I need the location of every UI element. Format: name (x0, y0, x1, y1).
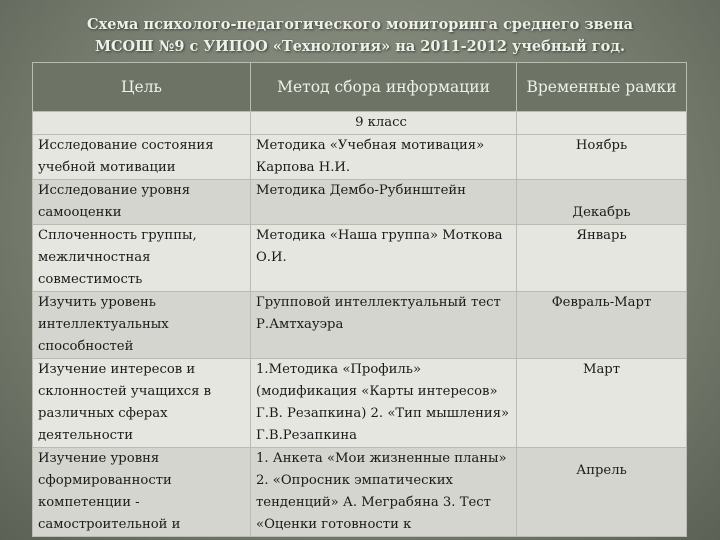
goal-cell: Исследование состояния учебной мотивации (33, 135, 251, 180)
title-line-2: МСОШ №9 с УИПОО «Технология» на 2011-2012 учебный год. (94, 38, 626, 55)
goal-cell: Изучить уровень интеллектуальных способностей (33, 292, 251, 359)
table-row (33, 448, 687, 537)
term-cell: Ноябрь (517, 135, 687, 180)
goal-cell: Изучение уровня сформированности компетенции - самостроительной и (33, 448, 251, 537)
method-cell: Групповой интеллектуальный тест Р.Амтхауэра (251, 292, 517, 359)
goal-cell: Сплоченность группы, межличностная совместимость (33, 225, 251, 292)
method-cell: Методика «Учебная мотивация» Карпова Н.И. (251, 135, 517, 180)
table-row (33, 135, 687, 180)
table-row (33, 292, 687, 359)
table-row (33, 180, 687, 225)
term-cell: Февраль-Март (517, 292, 687, 359)
grade-label: 9 класс (251, 112, 517, 135)
monitoring-table (32, 62, 687, 537)
method-cell: Методика «Наша группа» Моткова О.И. (251, 225, 517, 292)
slide-title (0, 14, 720, 58)
method-cell: Методика Дембо-Рубинштейн (251, 180, 517, 225)
header-method: Метод сбора информации (251, 63, 517, 112)
method-cell: 1.Методика «Профиль» (модификация «Карты интересов» Г.В. Резапкина) 2. «Тип мышления» Г.В.Резапкина (251, 359, 517, 448)
goal-cell: Изучение интересов и склонностей учащихся в различных сферах деятельности (33, 359, 251, 448)
table-row (33, 359, 687, 448)
term-cell: Декабрь (517, 180, 687, 225)
term-cell: Март (517, 359, 687, 448)
term-cell: Апрель (517, 448, 687, 537)
goal-cell: Исследование уровня самооценки (33, 180, 251, 225)
title-line-1: Схема психолого-педагогического мониторинга среднего звена (87, 16, 633, 33)
term-cell: Январь (517, 225, 687, 292)
header-row (33, 63, 687, 112)
grade-row (33, 112, 687, 135)
table-row (33, 225, 687, 292)
header-goal: Цель (33, 63, 251, 112)
method-cell: 1. Анкета «Мои жизненные планы» 2. «Опросник эмпатических тенденций» А. Меграбяна 3. Тест «Оценки готовности к (251, 448, 517, 537)
header-term: Временные рамки (517, 63, 687, 112)
